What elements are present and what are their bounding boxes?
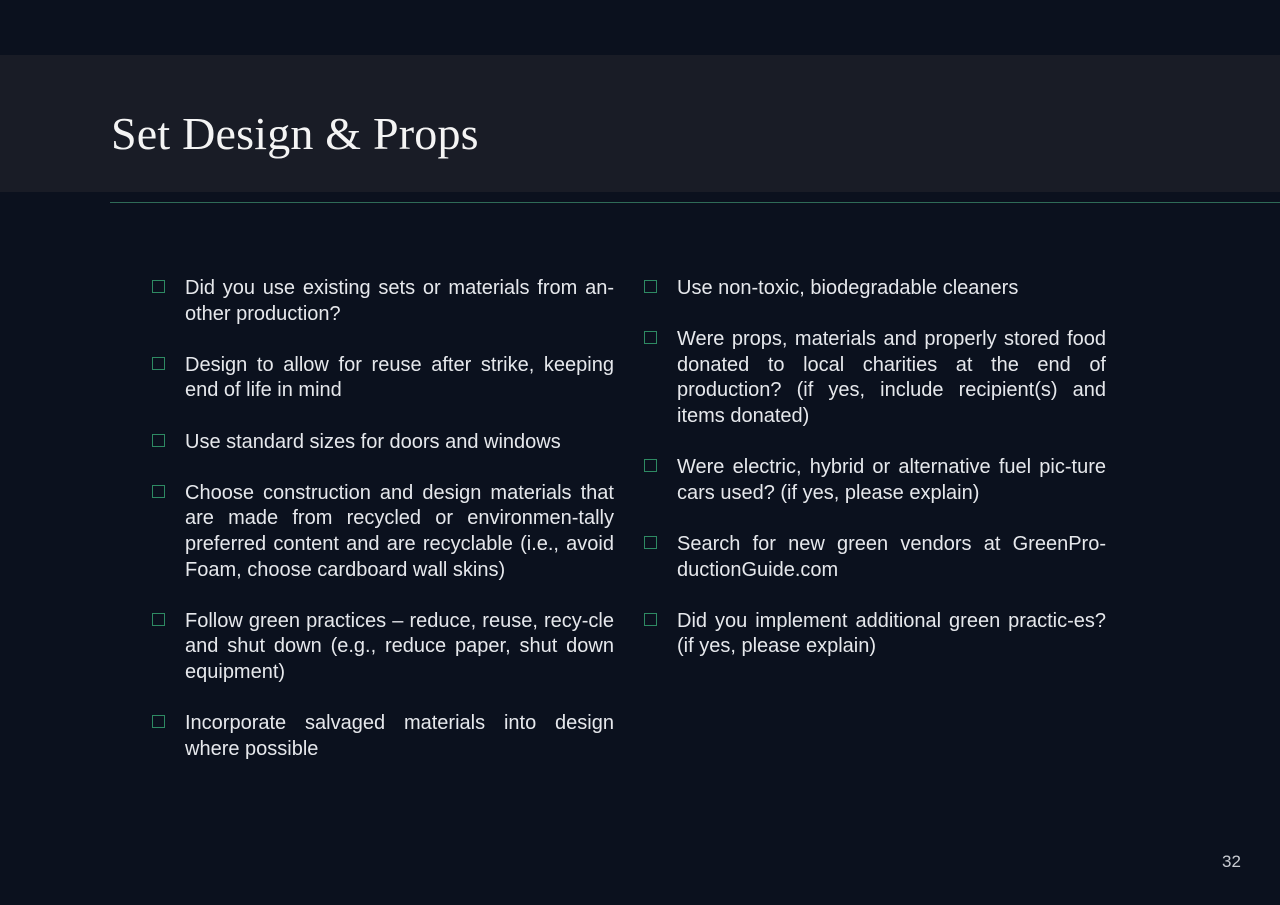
page-number: 32 <box>1222 852 1241 871</box>
checkbox[interactable] <box>152 613 165 626</box>
checkbox[interactable] <box>152 434 165 447</box>
checklist-item[interactable] <box>152 481 614 583</box>
checklist-item[interactable] <box>644 327 1106 429</box>
checkbox[interactable] <box>644 331 657 344</box>
checkbox[interactable] <box>644 280 657 293</box>
checklist-item-text: Use standard sizes for doors and windows <box>185 430 561 453</box>
checklist-item[interactable] <box>644 609 1106 660</box>
checkbox[interactable] <box>152 357 165 370</box>
checkbox[interactable] <box>644 536 657 549</box>
checklist-item[interactable] <box>644 455 1106 506</box>
checklist-right-column <box>644 276 1106 660</box>
checklist-item[interactable] <box>152 276 614 327</box>
checklist-item[interactable] <box>644 532 1106 583</box>
checklist-item-text: Choose construction and design materials that are made from recycled or environmen-tally preferred content and are recyclable (i.e., avoid Foam, choose cardboard wall skins) <box>185 481 614 581</box>
checkbox[interactable] <box>152 485 165 498</box>
checklist-item[interactable] <box>152 609 614 686</box>
title-divider <box>110 202 1280 203</box>
page-title: Set Design & Props <box>111 108 479 159</box>
checklist-item-text: Were electric, hybrid or alternative fuel pic-ture cars used? (if yes, please explain) <box>677 456 1106 504</box>
checklist-item-text: Search for new green vendors at GreenPro-ductionGuide.com <box>677 532 1106 581</box>
checklist-item[interactable] <box>644 276 1106 302</box>
checkbox[interactable] <box>644 459 657 472</box>
checkbox[interactable] <box>152 715 165 728</box>
checklist-item-text: Did you implement additional green practic-es? (if yes, please explain) <box>677 609 1106 658</box>
checklist-item[interactable] <box>152 430 614 456</box>
checklist-item-text: Were props, materials and properly stored food donated to local charities at the end of production? (if yes, include recipient(s) and items donated) <box>677 328 1106 427</box>
checkbox[interactable] <box>644 613 657 626</box>
checklist-item-text: Design to allow for reuse after strike, keeping end of life in mind <box>185 353 614 402</box>
checklist-item-text: Follow green practices – reduce, reuse, recy-cle and shut down (e.g., reduce paper, shut down equipment) <box>185 609 614 683</box>
checklist-item-text: Incorporate salvaged materials into design where possible <box>185 712 614 760</box>
checklist-left-column <box>152 276 614 762</box>
checklist-item[interactable] <box>152 353 614 404</box>
checklist-item-text: Did you use existing sets or materials from an-other production? <box>185 277 614 325</box>
checklist-item-text: Use non-toxic, biodegradable cleaners <box>677 277 1019 299</box>
checkbox[interactable] <box>152 280 165 293</box>
checklist-item[interactable] <box>152 711 614 762</box>
